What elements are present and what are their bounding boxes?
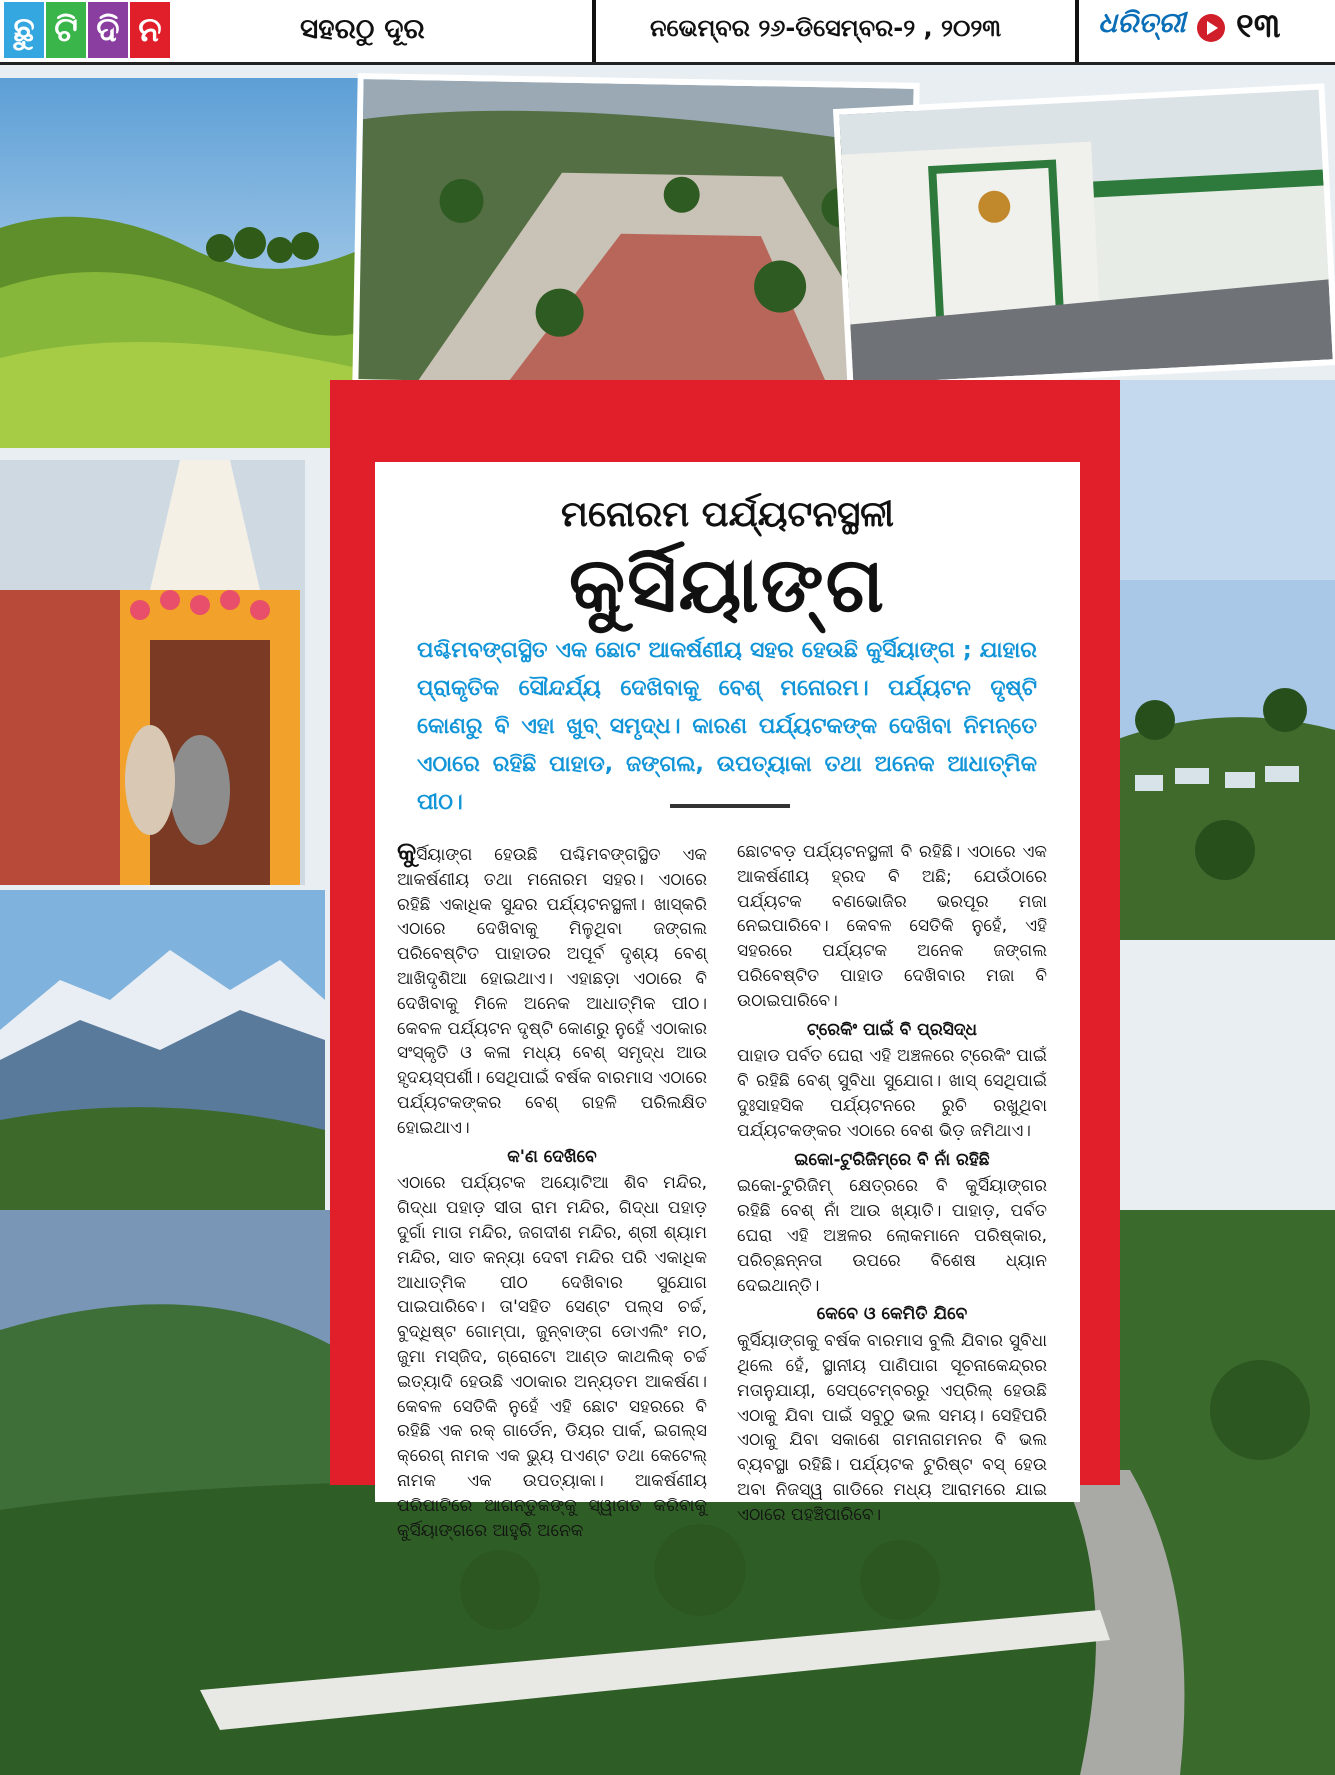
dharitri-logo: ଧରିତ୍ରୀ <box>1098 6 1186 39</box>
snow-peaks-photo <box>0 890 325 1210</box>
paragraph: ଏଠାରେ ପର୍ଯ୍ୟଟକ ଅୟୋଟିଆ ଶିବ ମନ୍ଦିର, ଗିଦ୍ଧା ପହାଡ଼ ସୀତା ରାମ ମନ୍ଦିର, ଗିଦ୍ଧା ପହାଡ଼ ଦୁର୍ଗା ମାତା ମନ୍ଦିର, ଜଗଦୀଶ ମନ୍ଦିର, ଶ୍ରୀ ଶ୍ୟାମ ମନ୍ଦିର, ସାତ କନ୍ୟା ଦେବୀ ମନ୍ଦିର ପରି ଏକାଧିକ ଆଧାତ୍ମିକ ପୀଠ ଦେଖିବାର ସୁଯୋଗ ପାଇପାରିବେ। ତା'ସହିତ ସେଣ୍ଟ ପଲ୍ସ ଚର୍ଚ୍ଚ, ବୁଦ୍ଧିଷ୍ଟ ଗୋମ୍ପା, ଜୁନ୍‌ବାଙ୍ଗ ଡୋଏଲିଂ ମଠ, ଜୁମା ମସ୍‌ଜିଦ, ଗ୍ରୋଟୋ ଆଣ୍ଡ କାଥଲିକ୍ ଚର୍ଚ୍ଚ ଇତ୍ୟାଦି ହେଉଛି ଏଠାକାର ଅନ୍ୟତମ ଆକର୍ଷଣ। କେବଳ ସେତିକି ନୁହେଁ ଏହି ଛୋଟ ସହରରେ ବି ରହିଛି ଏକ ରକ୍ ଗାର୍ଡେନ, ଡିୟର ପାର୍କ, ଇଗଲ୍ସ କ୍ରେଗ୍ ନାମକ ଏକ ଭ୍ୟୁ ପଏଣ୍ଟ ତଥା କେଟେଲ୍ ନାମକ ଏକ ଉପତ୍ୟାକା। ଆକର୍ଷଣୀୟ ପରିପାଟିରେ ଆଗନ୍ତୁକଙ୍କୁ ସ୍ୱାଗତ କରିବାକୁ କୁର୍ସିୟାଙ୍ଗରେ ଆହୁରି ଅନେକ <box>397 1173 707 1541</box>
divider <box>592 0 596 62</box>
paragraph: କୁର୍ସିୟାଙ୍ଗକୁ ବର୍ଷକ ବାରମାସ ବୁଲି ଯିବାର ସୁବିଧା ଥିଲେ ହେଁ, ସ୍ଥାନୀୟ ପାଣିପାଗ ସୂଚନାକେନ୍ଦ୍ରର ମତାନୁଯାୟୀ, ସେପ୍ଟେମ୍ବରରୁ ଏପ୍ରିଲ୍ ହେଉଛି ଏଠାକୁ ଯିବା ପାଇଁ ସବୁଠୁ ଭଲ ସମୟ। ସେହିପରି ଏଠାକୁ ଯିବା ସକାଶେ ଗମନାଗମନର ବି ଭଲ ବ୍ୟବସ୍ଥା ରହିଛି। ପର୍ଯ୍ୟଟକ ଟୁରିଷ୍ଟ ବସ୍ ହେଉ ଅବା ନିଜସ୍ୱ ଗାଡିରେ ମଧ୍ୟ ଆରାମରେ ଯାଇ ଏଠାରେ ପହଞ୍ଚିପାରିବେ। <box>737 1331 1047 1525</box>
paragraph: ଛୋଟବଡ଼ ପର୍ଯ୍ୟଟନସ୍ଥଳୀ ବି ରହିଛି। ଏଠାରେ ଏକ ଆକର୍ଷଣୀୟ ହ୍ରଦ ବି ଅଛି; ଯେଉଁଠାରେ ପର୍ଯ୍ୟଟକ ବଣଭୋଜିର ଭରପୂର ମଜା ନେଇପାରିବେ। କେବଳ ସେତିକି ନୁହେଁ, ଏହି ସହରରେ ପର୍ଯ୍ୟଟକ ଅନେକ ଜଙ୍ଗଲ ପରିବେଷ୍ଟିତ ପାହାଡ ଦେଖିବାର ମଜା ବି ଉଠାଇପାରିବେ। <box>737 842 1047 1011</box>
article-kicker: ମନୋରମ ପର୍ଯ୍ୟଟନସ୍ଥଳୀ <box>561 494 894 535</box>
article-title: କୁର୍ସିୟାଙ୍ଗ <box>568 540 887 629</box>
hill-town-photo <box>1115 380 1335 940</box>
lead-divider <box>670 804 790 808</box>
logo-letter: ଦି <box>88 2 128 58</box>
article-lead: ପଶ୍ଚିମବଙ୍ଗସ୍ଥିତ ଏକ ଛୋଟ ଆକର୍ଷଣୀୟ ସହର ହେଉଛି କୁର୍ସିୟାଙ୍ଗ ; ଯାହାର ପ୍ରାକୃତିକ ସୌନ୍ଦର୍ଯ୍ୟ ଦେଖିବାକୁ ବେଶ୍ ମନୋରମ। ପର୍ଯ୍ୟଟନ ଦୃଷ୍ଟି କୋଣରୁ ବି ଏହା ଖୁବ୍ ସମୃଦ୍ଧ। କାରଣ ପର୍ଯ୍ୟଟକଙ୍କ ଦେଖିବା ନିମନ୍ତେ ଏଠାରେ ରହିଛି ପାହାଡ, ଜଙ୍ଗଲ, ଉପତ୍ୟାକା ତଥା ଅନେକ ଆଧାତ୍ମିକ ପୀଠ। <box>417 638 1037 815</box>
article-card <box>375 462 1080 1541</box>
play-icon <box>1197 14 1225 42</box>
subheading: ଟ୍ରେକିଂ ପାଇଁ ବି ପ୍ରସିଦ୍ଧ <box>806 1019 978 1040</box>
chhutidina-logo <box>4 2 170 58</box>
page-header <box>0 0 1335 65</box>
paragraph: ପାହାଡ ପର୍ବତ ଘେରା ଏହି ଅଞ୍ଚଳରେ ଟ୍ରେକିଂ ପାଇଁ ବି ରହିଛି ବେଶ୍ ସୁବିଧା ସୁଯୋଗ। ଖାସ୍ ସେଥିପାଇଁ ଦୁଃସାହସିକ ପର୍ଯ୍ୟଟନରେ ରୁଚି ରଖୁଥିବା ପର୍ଯ୍ୟଟକଙ୍କର ଏଠାରେ ବେଶ ଭିଡ଼ ଜମିଥାଏ। <box>737 1046 1047 1141</box>
drop-cap: କୁ <box>397 837 417 867</box>
article-column-1 <box>397 837 707 1543</box>
paragraph: କୁର୍ସିୟାଙ୍ଗ ହେଉଛି ପଶ୍ଚିମବଙ୍ଗସ୍ଥିତ ଏକ ଆକର୍ଷଣୀୟ ତଥା ମନୋରମ ସହର। ଏଠାରେ ରହିଛି ଏକାଧିକ ସୁନ୍ଦର ପର୍ଯ୍ୟଟନସ୍ଥଳୀ। ଖାସ୍‌କରି ଏଠାରେ ଦେଖିବାକୁ ମିଳୁଥିବା ଜଙ୍ଗଲ ପରିବେଷ୍ଟିତ ପାହାଡର ଅପୂର୍ବ ଦୃଶ୍ୟ ବେଶ୍ ଆଖିଦୃଶିଆ ହୋଇଥାଏ। ଏହାଛଡ଼ା ଏଠାରେ ବି ଦେଖିବାକୁ ମିଳେ ଅନେକ ଆଧାତ୍ମିକ ପୀଠ। କେବଳ ପର୍ଯ୍ୟଟନ ଦୃଷ୍ଟି କୋଣରୁ ନୁହେଁ ଏଠାକାର ସଂସ୍କୃତି ଓ କଳା ମଧ୍ୟ ବେଶ୍ ସମୃଦ୍ଧ ଆଉ ହୃଦୟସ୍ପର୍ଶୀ। ସେଥିପାଇଁ ବର୍ଷକ ବାରମାସ ଏଠାରେ ପର୍ଯ୍ୟଟକଙ୍କର ବେଶ୍ ଗହଳି ପରିଲକ୍ଷିତ ହୋଇଥାଏ। <box>397 837 707 1138</box>
paragraph: ଇକୋ-ଟୁରିଜିମ୍ କ୍ଷେତ୍ରରେ ବି କୁର୍ସିୟାଙ୍ଗର ରହିଛି ବେଶ୍ ନାଁ ଆଉ ଖ୍ୟାତି। ପାହାଡ଼, ପର୍ବତ ଘେରା ଏହି ଅଞ୍ଚଳର ଲୋକମାନେ ପରିଷ୍କାର, ପରିଚ୍ଛନ୍ନତା ଉପରେ ବିଶେଷ ଧ୍ୟାନ ଦେଇଥାନ୍ତି। <box>737 1176 1047 1296</box>
divider <box>1075 0 1079 62</box>
subheading: କ'ଣ ଦେଖିବେ <box>507 1146 597 1167</box>
issue-date: ନଭେମ୍ବର ୨୬-ଡିସେମ୍ବର-୨ , ୨୦୨୩ <box>650 14 1002 42</box>
subheading: କେବେ ଓ କେମିତି ଯିବେ <box>816 1304 968 1325</box>
section-name: ସହରଠୁ ଦୂର <box>300 12 425 45</box>
logo-letter: ନ <box>130 2 170 58</box>
article-column-2 <box>737 840 1047 1528</box>
logo-letter: ଛୁ <box>4 2 44 58</box>
logo-letter: ଟି <box>46 2 86 58</box>
subheading: ଇକୋ-ଟୁରିଜିମ୍‌ରେ ବି ନାଁ ରହିଛି <box>794 1149 990 1170</box>
museum-building-photo <box>833 83 1335 390</box>
page-number: ୧୩ <box>1236 6 1281 46</box>
temple-photo <box>0 460 305 885</box>
